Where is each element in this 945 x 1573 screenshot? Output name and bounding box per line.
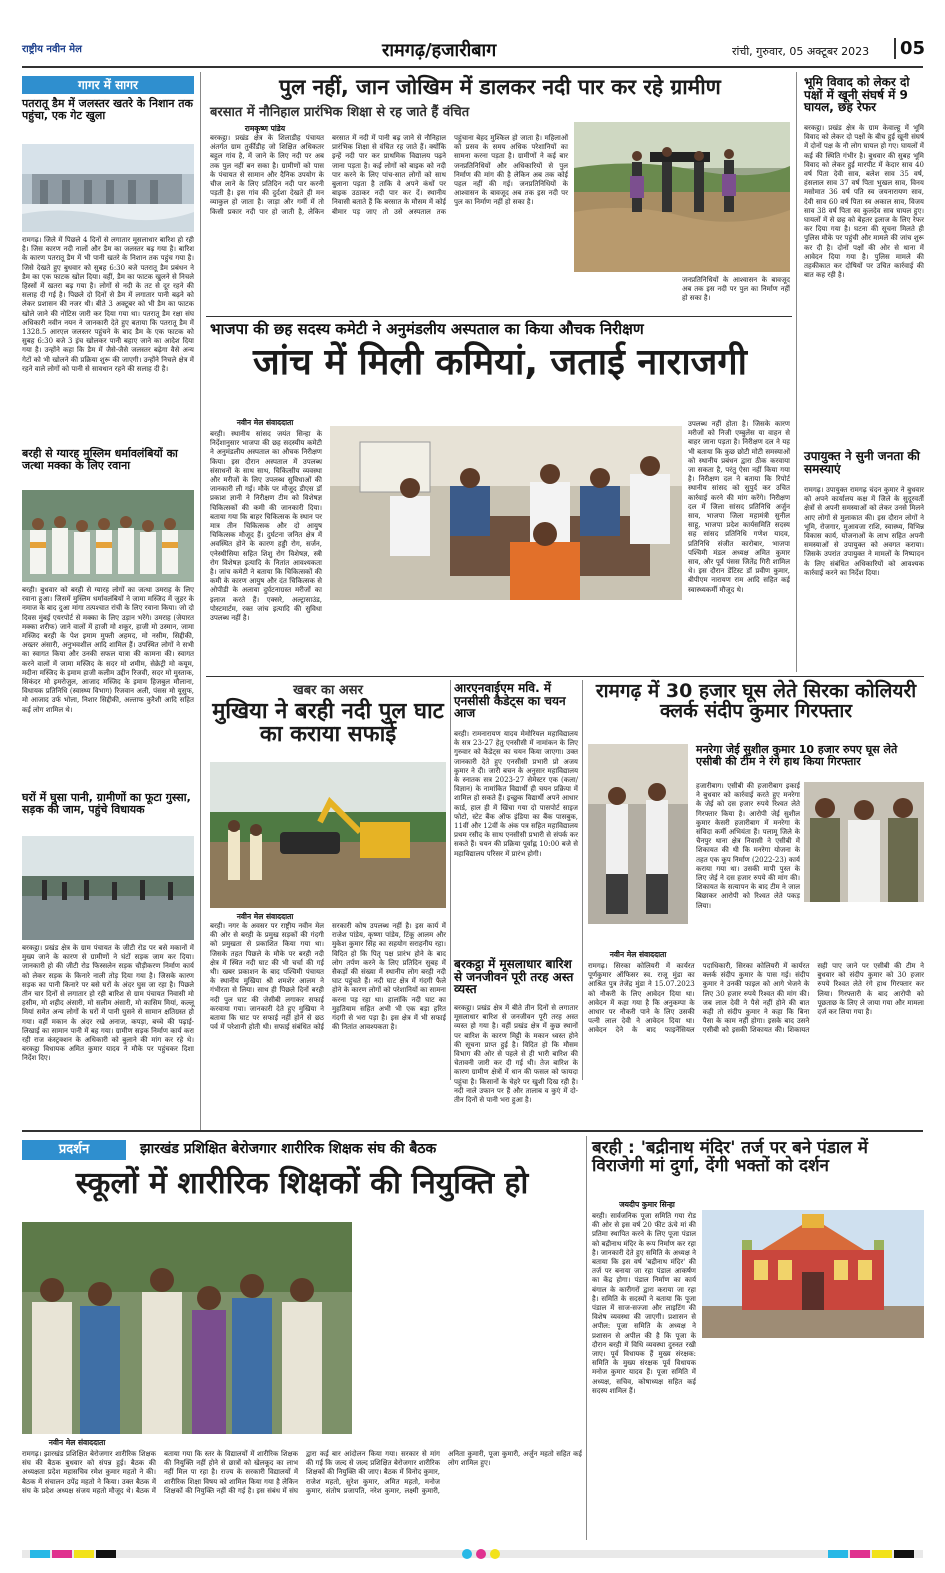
section-title: रामगढ़/हजारीबाग [382, 40, 497, 61]
sidebar-story2-headline: बरही से ग्यारह मुस्लिम धर्मावलंबियों का जत्था मक्का के लिए रवाना [22, 447, 178, 472]
badrinath-pandal-photo [702, 1210, 924, 1338]
page-number: 05 [894, 38, 925, 59]
bridge-photo-left-text [574, 276, 676, 312]
teachers-body-upper [360, 1222, 582, 1446]
bridge-byline: रामकृष्ण पांडेय [244, 124, 286, 133]
dam-photo [22, 144, 194, 232]
river-crossing-photo [574, 122, 790, 272]
accused-photo [804, 782, 924, 902]
land-dispute-body: बरकट्ठा। प्रखंड क्षेत्र के ग्राम केवाल्हू में भूमि विवाद को लेकर दो पक्षों के बीच हुई खूनी संघर्ष में दोनों पक्ष के नौ लोग घायल हो गए। घायलों में कई की स्थिति गंभीर है। बुधवार की सुबह भूमि विवाद को लेकर हुई मारपीट में केदार साव 40 वर्ष पिता देवी साव, बलेश साव 35 वर्ष, हंसलाल साव 37 वर्ष पिता भुखल साव, विनय मसोमात 36 वर्ष पति स्व जयनारायण साव, देवी साव 60 वर्ष पिता स्व अकाल साव, विजय साव 38 वर्ष पिता स्व कुलदेव साव घायल हुए। घायलों में से छह को बेहतर इलाज के लिए रेफर कर दिया गया है। घटना की सूचना मिलते ही पुलिस मौके पर पहुंची और मामले की जांच शुरू कर दी है। दोनों पक्षों की ओर से थाना में आवेदन दिया गया है। पुलिस मामले की तहकीकात कर दोषियों पर उचित कार्रवाई की बात कह रही है। [804, 124, 924, 280]
hospital-body-mid [330, 604, 682, 670]
mnrega-headline: मनरेगा जेई सुशील कुमार 10 हजार रुपए घूस लेते एसीबी की टीम ने रंगे हाथ किया गिरफ्तार [696, 743, 898, 768]
land-dispute-headline: भूमि विवाद को लेकर दो पक्षों में खूनी संघर्ष में 9 घायल, छह रेफर [804, 75, 910, 115]
jcb-cleaning-photo [210, 762, 446, 908]
ncc-headline: आरएनवाईएम मवि. में एनसीसी कैडेट्स का चयन आज [454, 681, 566, 721]
sidebar-kicker: गागर में सागर [22, 76, 194, 94]
teachers-headline: स्कूलों में शारीरिक शिक्षकों की नियुक्ति हो [75, 1166, 529, 1201]
pandal-headline: बरही : 'बद्रीनाथ मंदिर' तर्ज पर बने पंडाल में विराजेगी मां दुर्गा, देंगी भक्तों को दर्शन [592, 1138, 868, 1176]
mnrega-body: हजारीबाग। एसीबी की हजारीबाग इकाई ने बुधवार को कार्रवाई करते हुए मनरेगा के जेई को दस हजार रुपये रिश्वत लेते गिरफ्तार किया है। आरोपी जेई सुशील कुमार केसरी हजारीबाग में मनरेगा के संविदा कर्मी अभियंता हैं। पलामू जिले के चैनपुर थाना क्षेत्र निवासी ने एसीबी में शिकायत की थी कि मनरेगा योजना के तहत एक कूप निर्माण (2022-23) कार्य कराया गया था। उसकी मापी पुस्त के लिए जेई ने दस हजार रुपये की मांग की। शिकायत के सत्यापन के बाद टीम ने जाल बिछाकर आरोपी को रिश्वत लेते पकड़ लिया। [696, 782, 800, 910]
bribe-body: रामगढ़। सिरका कोलियरी में कार्यरत पूर्णकुमार ऑफिसर स्व. राजू मुंडा का आश्रित पुत्र तेजेंद्र मुंडा ने 15.07.2023 को नौकरी के लिए आवेदन दिया था। आवेदन में कहा गया है कि अनुकम्पा के आधार पर नौकरी पाने के लिए उसकी पत्नी लाल देवी ने आवेदन दिया था। आवेदन देने के बाद फाइनेंसियल पदाधिकारी, सिरका कोलियरी में कार्यरत क्लर्क संदीप कुमार के पास गई। संदीप कुमार ने उनकी फाइल को आगे भेजने के लिए 30 हजार रुपये रिश्वत की मांग की। जब लाल देवी ने पैसे नहीं होने की बात कही तो संदीप कुमार ने कहा कि बिना पैसा के काम नहीं होगा। इसके बाद उसने एसीबी को इसकी शिकायत की। शिकायत सही पाए जाने पर एसीबी की टीम ने बुधवार को संदीप कुमार को 30 हजार रुपये रिश्वत लेते रंगे हाथ गिरफ्तार कर लिया। गिरफ्तारी के बाद आरोपी को पूछताछ के लिए ले जाया गया और मामला दर्ज कर लिया गया है। [588, 962, 924, 1035]
column-divider [582, 680, 583, 1080]
newspaper-logo: राष्ट्रीय नवीन मेल [22, 44, 82, 55]
section-rule [22, 1130, 923, 1132]
pandal-body: बरही। सार्वजनिक पूजा समिति गया रोड की ओर से इस वर्ष 20 फीट ऊंचे मां की प्रतिमा स्थापित करने के लिए पूजा पंडाल को बद्रीनाथ मंदिर के रूप निर्माण कर रहा है। जानकारी देते हुए समिति के अध्यक्ष ने बताया कि इस वर्ष 'बद्रीनाथ मंदिर' की तर्ज पर बनाया जा रहा पंडाल आकर्षण का केंद्र होगा। पंडाल निर्माण का कार्य बंगाल के कारीगरों द्वारा कराया जा रहा है। समिति के सदस्यों ने बताया कि पूजा पंडाल में साज-सज्जा और लाइटिंग की विशेष व्यवस्था की जाएगी। प्रशासन से अपील: पूजा समिति के अध्यक्ष ने प्रशासन से अपील की है कि पूजा के दौरान बरही में विधि व्यवस्था दुरुस्त रखी जाए। पूर्व विधायक हैं मुख्य संरक्षक: समिति के मुख्य संरक्षक पूर्व विधायक मनोज कुमार यादव हैं। पूजा समिति में अध्यक्ष, सचिव, कोषाध्यक्ष सहित कई सदस्य शामिल हैं। [592, 1212, 696, 1395]
sidebar-story1-body: रामगढ़। जिले में पिछले 4 दिनों से लगातार मूसलाधार बारिश हो रही है। जिस कारण नदी नालों और डैम का जलस्तर बढ़ गया है। बारिश के कारण पतरातू डैम में भी पानी खतरे के निशान तक पहुंच गया है। जिसे देखते हुए बुधवार को सुबह 6:30 बजे पतरातू डैम प्रबंधन ने डैम का एक फाटक खोल दिया। वहीं, डैम का फाटक खुलने से निचले हिस्सों में खतरा बढ़ गया है। लोगों से नदी के तट से दूर रहने की सलाह दी गई है। पिछले दो दिनों से डैम में लगातार पानी बढ़ने को लेकर प्रशासन की नजर थी। बीते 3 अक्टूबर को भी डैम का फाटक खोले जाने की नोटिस जारी कर दिया गया था। पतरातू डैम रक्षा संघ अधिकारी नवीन नयन ने जानकारी देते हुए बताया कि पतरातू डैम में 1328.5 आरएल जलस्तर पहुंचने के बाद डैम के एक फाटक को सुबह 6:30 बजे 3 इंच खोलकर पानी बहाए जाने का आदेश दिया गया है। उन्होंने कहा कि डैम में जैसे-जैसे जलस्तर बढ़ेगा वैसे अन्य गेटों को भी खोलने की प्रक्रिया शुरू की जाएगी। उन्होंने निचले क्षेत्र में रहने वाले लोगों को पानी से सावधान रहने की सलाह दी है। [22, 236, 194, 373]
column-divider [450, 680, 451, 1080]
hospital-body-left-col: बरही। स्थानीय सांसद जयंत सिन्हा के निर्देशानुसार भाजपा की छह सदस्यीय कमेटी ने अनुमंडलीय अस्पताल का औचक निरीक्षण किया। इस दौरान अस्पताल में उपलब्ध संसाधनों के साथ साथ, चिकित्सीय व्यवस्था और मरीजों के लिए उपलब्ध सुविधाओं की जानकारी ली गई। मौके पर मौजूद डीएस डॉ प्रकाश ज्ञानी ने निरीक्षण टीम को विशेषज्ञ चिकित्सकों की कमी की जानकारी दिया। बताया गया कि बाहर चिकित्सक के स्थान पर मात्र तीन चिकित्सक और दो आयुष चिकित्सक मौजूद हैं। दुर्घटना जनित क्षेत्र में अवस्थित होने के कारण हड्डी रोग, सर्जन, एनेस्थीसिया सहित शिशु रोग विशेषज्ञ, स्त्री रोग विशेषज्ञ इत्यादि के नितांत आवश्यकता है। जांच कमेटी ने बताया कि चिकित्सकों की कमी के कारण आयुष और दंत चिकित्सक से ओपीडी के अलावा दुर्घटनाग्रस्त मरीजों का इलाज करते हैं। एक्सरे, अल्ट्रासाउंड, पोस्टमार्टम, रक्त जांच इत्यादि की सुविधा उपलब्ध नहीं है। [210, 430, 322, 623]
ghat-byline: नवीन मेल संवाददाता [236, 912, 294, 921]
masthead-rule [22, 66, 923, 68]
teachers-meeting-photo [22, 1222, 352, 1434]
bridge-caption: जनप्रतिनिधियों के आश्वासन के बावजूद अब तक इस नदी पर पुल का निर्माण नहीं हो सका है। [682, 276, 790, 303]
hospital-byline: नवीन मेल संवाददाता [236, 418, 294, 427]
impact-kicker: खबर का असर [293, 683, 363, 698]
bridge-body: बरकट्ठा। प्रखंड क्षेत्र के शिलाडीह पंचायत अंतर्गत ग्राम तुर्कीडीह जो शिक्षित अधिकतर बहुल गांव है, में जाने के लिए नदी पर अब तक पुल नहीं बन सका है। ग्रामीणों को पास के पंचायत से सामान और दैनिक उपयोग के चीज लाने के लिए प्रतिदिन नदी पार करनी पड़ती है। इस गांव की दुर्दशा देखते ही मन व्याकुल हो जाता है। जाड़ा और गर्मी में तो किसी प्रकार नदी पार हो जाती है, लेकिन बरसात में नदी में पानी बढ़ जाने से नौनिहाल प्रारंभिक शिक्षा से वंचित रह जाते हैं। क्योंकि इन्हें नदी पार कर प्राथमिक विद्यालय पढ़ने जाना पड़ता है। कई लोगों को बाइक को नदी पार करने के लिए पांच-सात लोगों को साथ बुलाना पड़ता है ताकि वे अपने कंधों पर बाइक उठाकर नदी पार कर दें। स्थानीय निवासी बताते हैं कि बरसात के मौसम में कोई बीमार पड़ जाए तो उसे अस्पताल तक पहुंचाना बेहद मुश्किल हो जाता है। महिलाओं को प्रसव के समय अधिक परेशानियों का सामना करना पड़ता है। ग्रामीणों ने कई बार जनप्रतिनिधियों और अधिकारियों से पुल निर्माण की मांग की है लेकिन अब तक कोई पहल नहीं की गई। जनप्रतिनिधियों के आश्वासन के बावजूद अब तक इस नदी पर पुल का निर्माण नहीं हो सका है। [210, 134, 568, 216]
dc-hearing-body: रामगढ़। उपायुक्त रामगढ़ चंदन कुमार ने बुधवार को अपने कार्यालय कक्ष में जिले के सुदूरवर्ती क्षेत्रों से अपनी समस्याओं को लेकर उनसे मिलने आए लोगों से मुलाकात की। इस दौरान लोगों ने भूमि, रोजगार, मुआवजा राशि, स्वास्थ्य, विभिन्न विकास कार्य, योजनाओं के लाभ सहित अपनी समस्याओं से उपायुक्त को अवगत कराया। जिसके उपरांत उपायुक्त ने मामलों के निष्पादन के लिए संबंधित अधिकारियों को आवश्यक कार्रवाई करने का निर्देश दिया। [804, 486, 924, 577]
ghat-cleaning-headline: मुखिया ने बरही नदी पुल घाट का कराया सफाई [212, 699, 444, 748]
sidebar-story3-body: बरकट्ठा। प्रखंड क्षेत्र के ग्राम पंचायत के जीटी रोड पर बसे मकानों में मुख्य जाने के कारण से ग्रामीणों ने घंटों सड़क जाम कर दिया। जानकारी हो की जीटी रोड फिस्सलेन सड़क चौड़ीकरण निर्माण कार्य को लेकर सड़क के किनारे नाली तोड़ दिया गया है। जिसके कारण सड़क का पानी किनारे पर बसे घरों के अंदर घुस जा रहा है। पिछले तीन चार दिनों से लगातार हो रही बारिश से ग्राम पंचायत निवासी मो हसीम, मो शहीद अंसारी, मो सलीम अंसारी, मो कासिम मियां, कल्लू मियां समेत अन्य लोगों के घरों में पानी घुसने से सामान क्षतिग्रस्त हो गया। वहीं मकान के अंदर रखे अनाज, कपड़ा, बच्चे की पढ़ाई-लिखाई का सामान पानी में बह गया। ग्रामीण सड़क निर्माण कार्य करा रही राज कंस्ट्रक्शन के अधिकारी को बुलाने की मांग कर रहे थे। बरकट्ठा विधायक अमित कुमार यादव ने मौके पर पहुंचकर दिशा निर्देश दिए। [22, 944, 194, 1063]
sidebar-story1-headline: पतरातू डैम में जलस्तर खतरे के निशान तक पहुंचा, एक गेट खुला [22, 97, 193, 122]
bridge-subhead: बरसात में नौनिहाल प्रारंभिक शिक्षा से रह जाते हैं वंचित [210, 105, 470, 120]
sidebar-story2-body: बरही। बुधवार को बरही से ग्यारह लोगों का जत्था उमराह के लिए रवाना हुआ। जिसमें मुस्लिम धर्मावलंबियों ने जामा मस्जिद में जुहर के नमाज के बाद दुआ मांगा तत्पश्चात रांची के लिए रवाना किया। जो दो दिवस मुंबई एयरपोर्ट से मक्का के लिए उड़ान भरेंगे। उमराह (जेयारत मक्का शरीफ) जाने वालों में हाजी मो शकूर, हाजी मो उस्मान, जामा मस्जिद बरही के पेश इमाम मुफ्ती अहमद, मो नसीम, सिद्दीकी, अख्तर अंसारी, अनुभवशील आदि शामिल हैं। उपस्थित लोगों ने सभी का स्वागत किया और उनकी सफल यात्रा की कामना की। स्वागत करने वालों में जामा मस्जिद के सदर मो शमीम, सेक्रेट्री मो कयूम, मदीना मस्जिद के इमाम हाजी कलीम उद्दीन रिजवी, सदर मो मुस्ताक, सिकंदर मो इमरोजुल, आजाद मस्जिद के इमाम हिजबुल मौलाना, विधायक प्रतिनिधि (स्वास्थ्य विभाग) रिजवान अली, पंसस मो यूसुफ, मो आजाद उर्फ भोला, निशार सिद्दीकी, अल्ताफ कुरैशी आदि सहित कई लोग शामिल थे। [22, 586, 194, 714]
rain-headline: बरकट्ठा में मूसलाधार बारिश से जनजीवन पूरी तरह अस्त व्यस्त [454, 957, 574, 997]
arrest-photo [588, 744, 688, 924]
section-rule [206, 316, 792, 317]
teachers-byline: नवीन मेल संवाददाता [48, 1438, 106, 1447]
column-divider [796, 72, 797, 672]
ghat-body: बरही। नगर के अवसर पर राष्ट्रीय नवीन मेल की ओर से बरही के प्रमुख सड़कों की गंदगी को प्रमुखता से प्रकाशित किया गया था। जिसके तहत पिछले के मौके पर बरही नदी क्षेत्र में स्थित नदी घाट की भी चर्चा की गई थी। खबर प्रकाशन के बाद पश्चिमी पंचायत के स्थानीय मुखिया श्री शमशेर आलम ने गंभीरता से लिया। साथ ही पिछले दिनों बरही नदी पुल घाट की जेसीबी लगाकर सफाई करवाया गया। जानकारी देते हुए मुखिया ने बताया कि घाट पर सफाई नहीं होने से छठ पर्व में परेशानी होती थी। सफाई संबंधित कोई सरकारी कोष उपलब्ध नहीं है। इस कार्य में राजेश पांडेय, कृष्णा पांडेय, टिंकू आलम और मुकेश कुमार सिंह का सहयोग सराहनीय रहा। विदित हो कि पितृ पक्ष प्रारंभ होने के बाद लोग तर्पण करने के लिए प्रतिदिन सुबह में सैकड़ों की संख्या में स्थानीय लोग बरही नदी घाट पहुंचते हैं। नदी घाट क्षेत्र में गंदगी फैले होने के कारण लोगों को परेशानियों का सामना करना पड़ रहा था। हालांकि नदी घाट का मुहतियाम सहित अभी भी एक बड़ा हरित गंदगी से भरा पड़ा है। इस क्षेत्र में भी सफाई की नितांत आवश्यकता है। [210, 922, 446, 1032]
masthead [22, 38, 926, 64]
protest-kicker: प्रदर्शन [22, 1140, 126, 1160]
teachers-body: रामगढ़। झारखंड प्रशिक्षित बेरोजगार शारीरिक शिक्षक संघ की बैठक बुधवार को संपन्न हुई। बैठक की अध्यक्षता प्रदेश महासचिव रमेश कुमार महतो ने की। बैठक में संचालन उपेंद्र महतो ने किया। उक्त बैठक में संघ के प्रदेश अध्यक्ष संजय महतो मौजूद थे। बैठक में बताया गया कि स्तर के विद्यालयों में शारीरिक शिक्षक की नियुक्ति नहीं होने से छात्रों को खेलकूद का लाभ नहीं मिल पा रहा है। राज्य के सरकारी विद्यालयों में शारीरिक शिक्षा विषय को शामिल किया गया है लेकिन शिक्षकों की नियुक्ति नहीं की गई है। इस संबंध में संघ द्वारा कई बार आंदोलन किया गया। सरकार से मांग की गई कि जल्द से जल्द प्रशिक्षित बेरोजगार शारीरिक शिक्षकों की नियुक्ति की जाए। बैठक में विनोद कुमार, राजेश महतो, सुरेश कुमार, अमित महतो, मनोज कुमार, संतोष प्रजापति, नरेश कुमार, लक्ष्मी कुमारी, अनिता कुमारी, पूजा कुमारी, अर्जुन महतो सहित कई लोग शामिल हुए। [22, 1450, 582, 1495]
bridge-headline: पुल नहीं, जान जोखिम में डालकर नदी पार कर रहे ग्रामीण [279, 75, 721, 99]
mnrega-body-cont [696, 916, 924, 952]
bribe-headline: रामगढ़ में 30 हजार घूस लेते सिरका कोलियरी क्लर्क संदीप कुमार गिरफ्तार [595, 680, 917, 722]
pandal-byline: जयदीप कुमार सिन्हा [619, 1200, 675, 1209]
waterlogging-photo [22, 836, 194, 940]
hospital-body-right: उपलब्ध नहीं होता है। जिसके कारण मरीजों को निजी एम्बुलेंस या वाहन से बाहर जाना पड़ता है। निरीक्षण दल ने यह भी बताया कि कुछ छोटी मोटी समस्याओं को स्थानीय प्रबंधन द्वारा ठीक करवाया जा सकता है, परंतु ऐसा नहीं किया गया है। निरीक्षण दल ने बताया कि रिपोर्ट स्थानीय सांसद को सुपुर्द कर उचित कार्रवाई करने की मांग करेंगे। निरीक्षण दल में जिला सांसद प्रतिनिधि अर्जुन साव, भाजपा जिला महामंत्री सुनील साहू, भाजपा प्रदेश कार्यसमिति सदस्य सह सांसद प्रतिनिधि गणेश यादव, प्रतिनिधि संजीत कारोबार, भाजपा पश्चिमी मंडल अध्यक्ष अमित कुमार साव, और पूर्व पंसस जितेंद्र गिरी शामिल थे। इस दौरान डेंटिस्ट डॉ प्रवीण कुमार, बीपीएम नारायण राम आदि सहित कई स्वास्थ्यकर्मी मौजूद थे। [688, 420, 790, 594]
dc-hearing-headline: उपायुक्त ने सुनी जनता की समस्याएं [804, 449, 920, 476]
sidebar-story3-headline: घरों में घुसा पानी, ग्रामीणों का फूटा गुस्सा, सड़क की जाम, पहुंचे विधायक [22, 791, 191, 816]
hospital-inspection-photo [330, 426, 682, 600]
hospital-headline: जांच में मिली कमियां, जताई नाराजगी [253, 342, 747, 383]
ncc-body: बरही। रामनारायण यादव मेमोरियल महाविद्यालय के सत्र 23-27 हेतु एनसीसी में नामांकन के लिए गुरुवार को कैडेट्स का चयन किया जाएगा। उक्त जानकारी देते हुए एनसीसी प्रभारी प्रो अजय कुमार ने दी। जारी बचन के अनुसार महाविद्यालय के स्नातक सत्र 2023-27 सेमेस्टर एक (कला/विज्ञान) के नामांकित विद्यार्थी ही चयन प्रक्रिया में शामिल हो सकते हैं। इच्छुक विद्यार्थी अपने आधार कार्ड, हाल ही में खिंचा गया दो पासपोर्ट साइज फोटो, स्टेट बैंक ऑफ इंडिया का बैंक पासबुक, 11वीं और 12वीं के अंक पत्र सहित महाविद्यालय प्रथम रसीद के साथ एनसीसी प्रभारी से संपर्क कर सकते हैं। चयन की प्रक्रिया पूर्वाह्न 10:00 बजे से महाविद्यालय परिसर में प्रारंभ होगी। [454, 730, 578, 858]
bribe-byline: नवीन मेल संवाददाता [609, 950, 667, 959]
dateline: रांची, गुरुवार, 05 अक्टूबर 2023 [732, 45, 870, 58]
column-divider [586, 1136, 587, 1540]
rain-body: बरकट्ठा। प्रखंड क्षेत्र में बीते तीन दिनों से लगातार मूसलाधार बारिश से जनजीवन पूरी तरह अस्त व्यस्त हो गया है। वहीं प्रखंड क्षेत्र में कुछ स्थानों पर बारिश के कारण मिट्टी के मकान ध्वस्त होने की सूचना प्राप्त हुई है। विदित हो कि मौसम विभाग की ओर से पहले से ही भारी बारिश की चेतावनी जारी कर दी गई थी। तेज बारिश के कारण ग्रामीण क्षेत्रों में धान की फसल को फायदा पहुंचा है। किसानों के चेहरे पर खुशी दिख रही है। नदी नाले उफान पर हैं और तालाब व कुएं में दो-तीन दिनों से पानी भरा हुआ है। [454, 1004, 578, 1105]
print-registration-bar [22, 1548, 923, 1560]
pilgrims-photo [22, 490, 194, 582]
section-rule [206, 676, 924, 677]
hospital-kicker: भाजपा की छह सदस्य कमेटी ने अनुमंडलीय अस्पताल का किया औचक निरीक्षण [210, 320, 644, 338]
pandal-body-cont [702, 1342, 924, 1532]
teachers-subhead: झारखंड प्रशिक्षित बेरोजगार शारीरिक शिक्षक संघ की बैठक [140, 1141, 437, 1157]
column-divider [200, 72, 201, 1130]
